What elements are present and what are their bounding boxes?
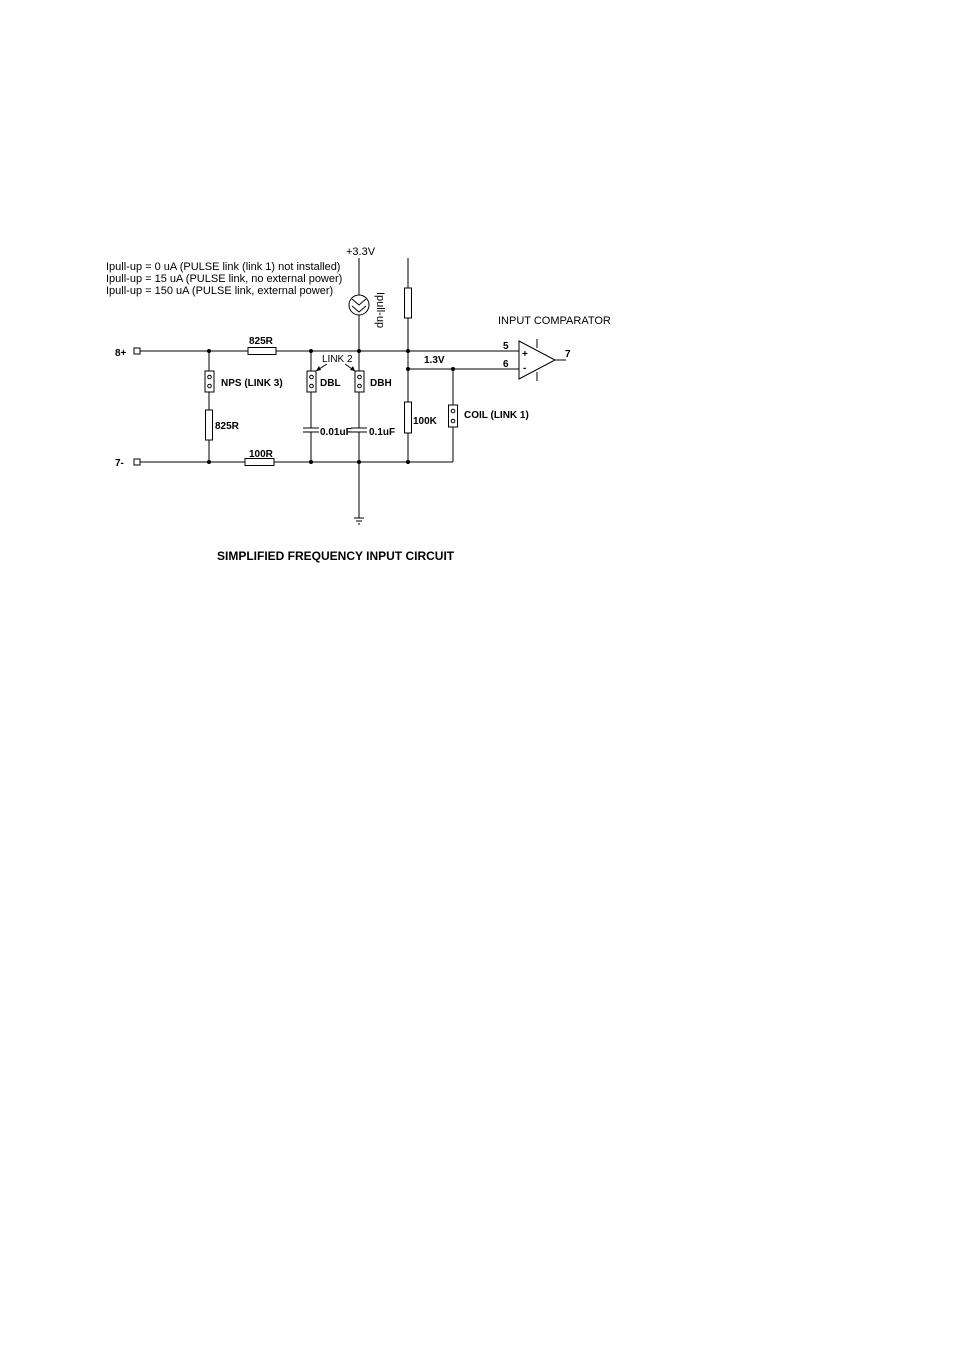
resistor-825r-shunt — [206, 410, 213, 440]
resistor-825r-shunt-label: 825R — [215, 421, 239, 432]
junction-dot — [406, 367, 410, 371]
link-dbl-label: DBL — [320, 378, 341, 389]
note-line-3: Ipull-up = 150 uA (PULSE link, external power) — [106, 285, 334, 297]
diagram-caption: SIMPLIFIED FREQUENCY INPUT CIRCUIT — [217, 549, 455, 563]
terminal-7minus — [134, 459, 140, 465]
comparator-pin-6: 6 — [503, 359, 509, 370]
current-source-label: Ipull-up — [374, 292, 386, 329]
resistor-divider-top — [405, 288, 412, 318]
reference-voltage-label: 1.3V — [424, 355, 445, 366]
junction-dot — [309, 349, 313, 353]
junction-dot — [451, 367, 455, 371]
note-line-2: Ipull-up = 15 uA (PULSE link, no external power) — [106, 273, 343, 285]
supply-label: +3.3V — [346, 246, 376, 258]
junction-dot — [207, 349, 211, 353]
link2-label: LINK 2 — [322, 354, 353, 365]
junction-dot — [207, 460, 211, 464]
junction-dot — [309, 460, 313, 464]
junction-dot — [406, 460, 410, 464]
cap-01-label: 0.1uF — [369, 427, 396, 438]
resistor-100k-label: 100K — [413, 416, 437, 427]
link-coil-label: COIL (LINK 1) — [464, 410, 529, 421]
link-coil-jumper — [449, 405, 458, 427]
link-nps-label: NPS (LINK 3) — [221, 378, 283, 389]
cap-001-label: 0.01uF — [320, 427, 352, 438]
resistor-825r-top — [248, 348, 276, 355]
resistor-825r-top-label: 825R — [249, 336, 273, 347]
link-nps-jumper — [205, 371, 214, 392]
junction-dot — [406, 349, 410, 353]
junction-dot — [357, 460, 361, 464]
comparator-title: INPUT COMPARATOR — [498, 315, 611, 327]
link-dbh-jumper — [355, 371, 364, 392]
resistor-100r-label: 100R — [249, 449, 273, 460]
link2-arrowhead-left — [316, 366, 321, 371]
terminal-8plus — [134, 348, 140, 354]
comparator-plus-sign: + — [522, 349, 528, 360]
comparator-pin-7: 7 — [565, 349, 571, 360]
link-dbh-label: DBH — [370, 378, 392, 389]
note-line-1: Ipull-up = 0 uA (PULSE link (link 1) not installed) — [106, 261, 341, 273]
terminal-7minus-label: 7- — [115, 458, 124, 469]
link-dbl-jumper — [307, 371, 316, 392]
junction-dot — [357, 349, 361, 353]
comparator-minus-sign: - — [523, 363, 527, 374]
terminal-8plus-label: 8+ — [115, 348, 127, 359]
resistor-100k — [405, 402, 412, 433]
comparator-pin-5: 5 — [503, 341, 509, 352]
